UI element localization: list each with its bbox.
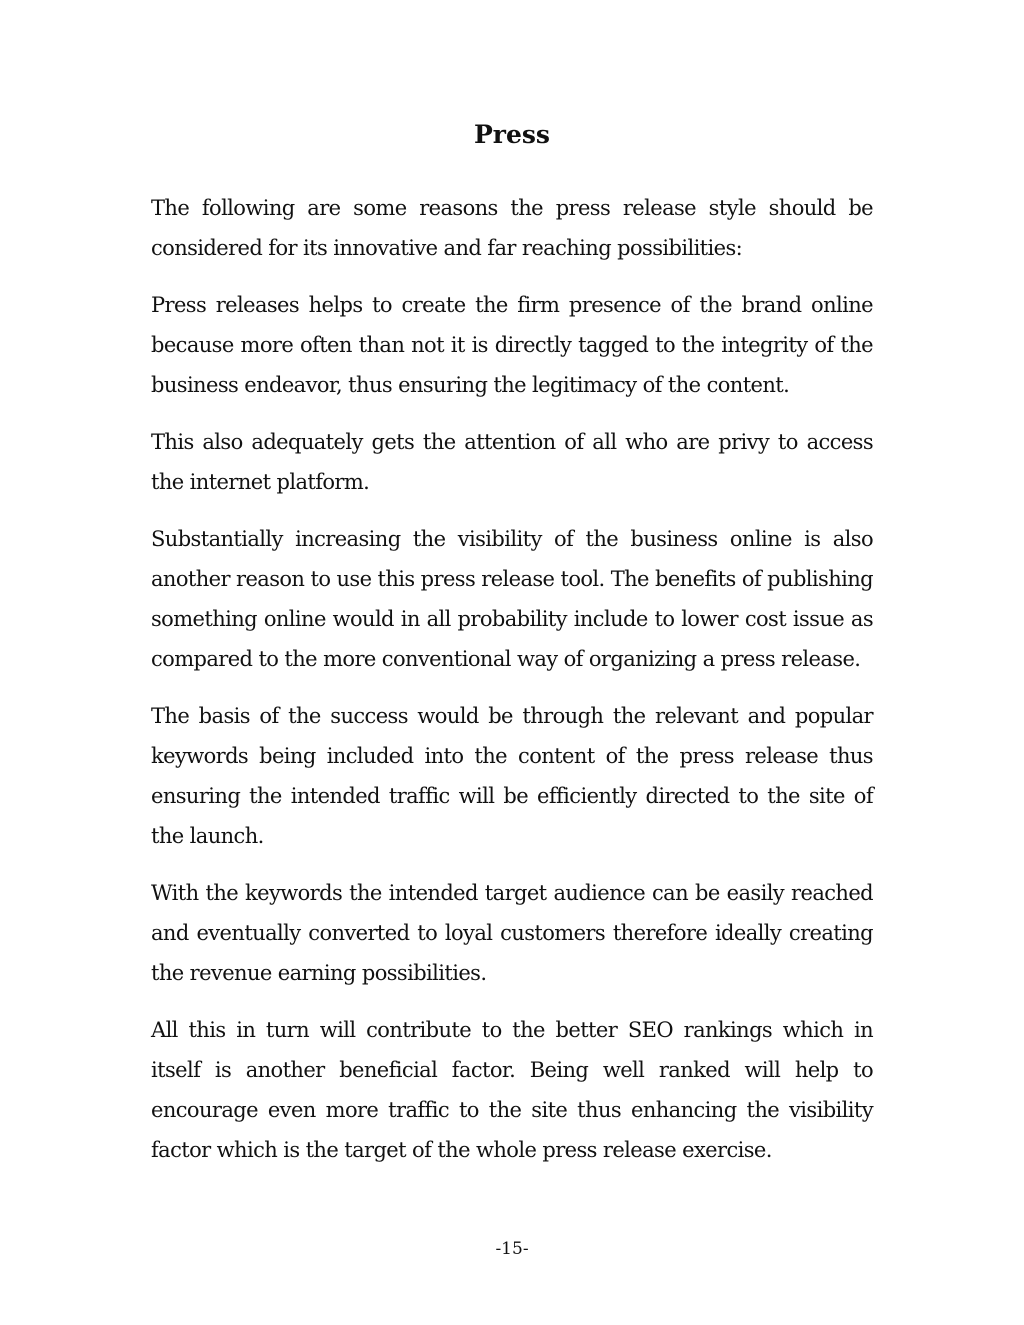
paragraph-keywords: The basis of the success would be through the relevant and popular keywords being included into the content of the press release thus ensuring the intended traffic will be efficiently directed to the site of the launch.	[151, 704, 873, 848]
paragraph-seo-rankings: All this in turn will contribute to the better SEO rankings which in itself is another beneficial factor. Being well ranked will help to encourage even more traffic to the site thus enhancing the visibility factor which is the target of the whole press release exercise.	[151, 1018, 873, 1162]
document-body	[151, 188, 873, 1187]
paragraph-brand-presence: Press releases helps to create the firm presence of the brand online because more often than not it is directly tagged to the integrity of the business endeavor, thus ensuring the legitimacy of the content.	[151, 293, 873, 397]
paragraph-target-audience: With the keywords the intended target audience can be easily reached and eventually converted to loyal customers therefore ideally creating the revenue earning possibilities.	[151, 881, 873, 985]
page-title: Press	[473, 120, 551, 149]
page-number: -15-	[495, 1239, 529, 1259]
paragraph-visibility: Substantially increasing the visibility of the business online is also another reason to use this press release tool. The benefits of publishing something online would in all probability include to lower cost issue as compared to the more conventional way of organizing a press release.	[151, 527, 873, 671]
paragraph-intro: The following are some reasons the press release style should be considered for its innovative and far reaching possibilities:	[151, 196, 873, 260]
paragraph-attention: This also adequately gets the attention of all who are privy to access the internet platform.	[151, 430, 873, 494]
